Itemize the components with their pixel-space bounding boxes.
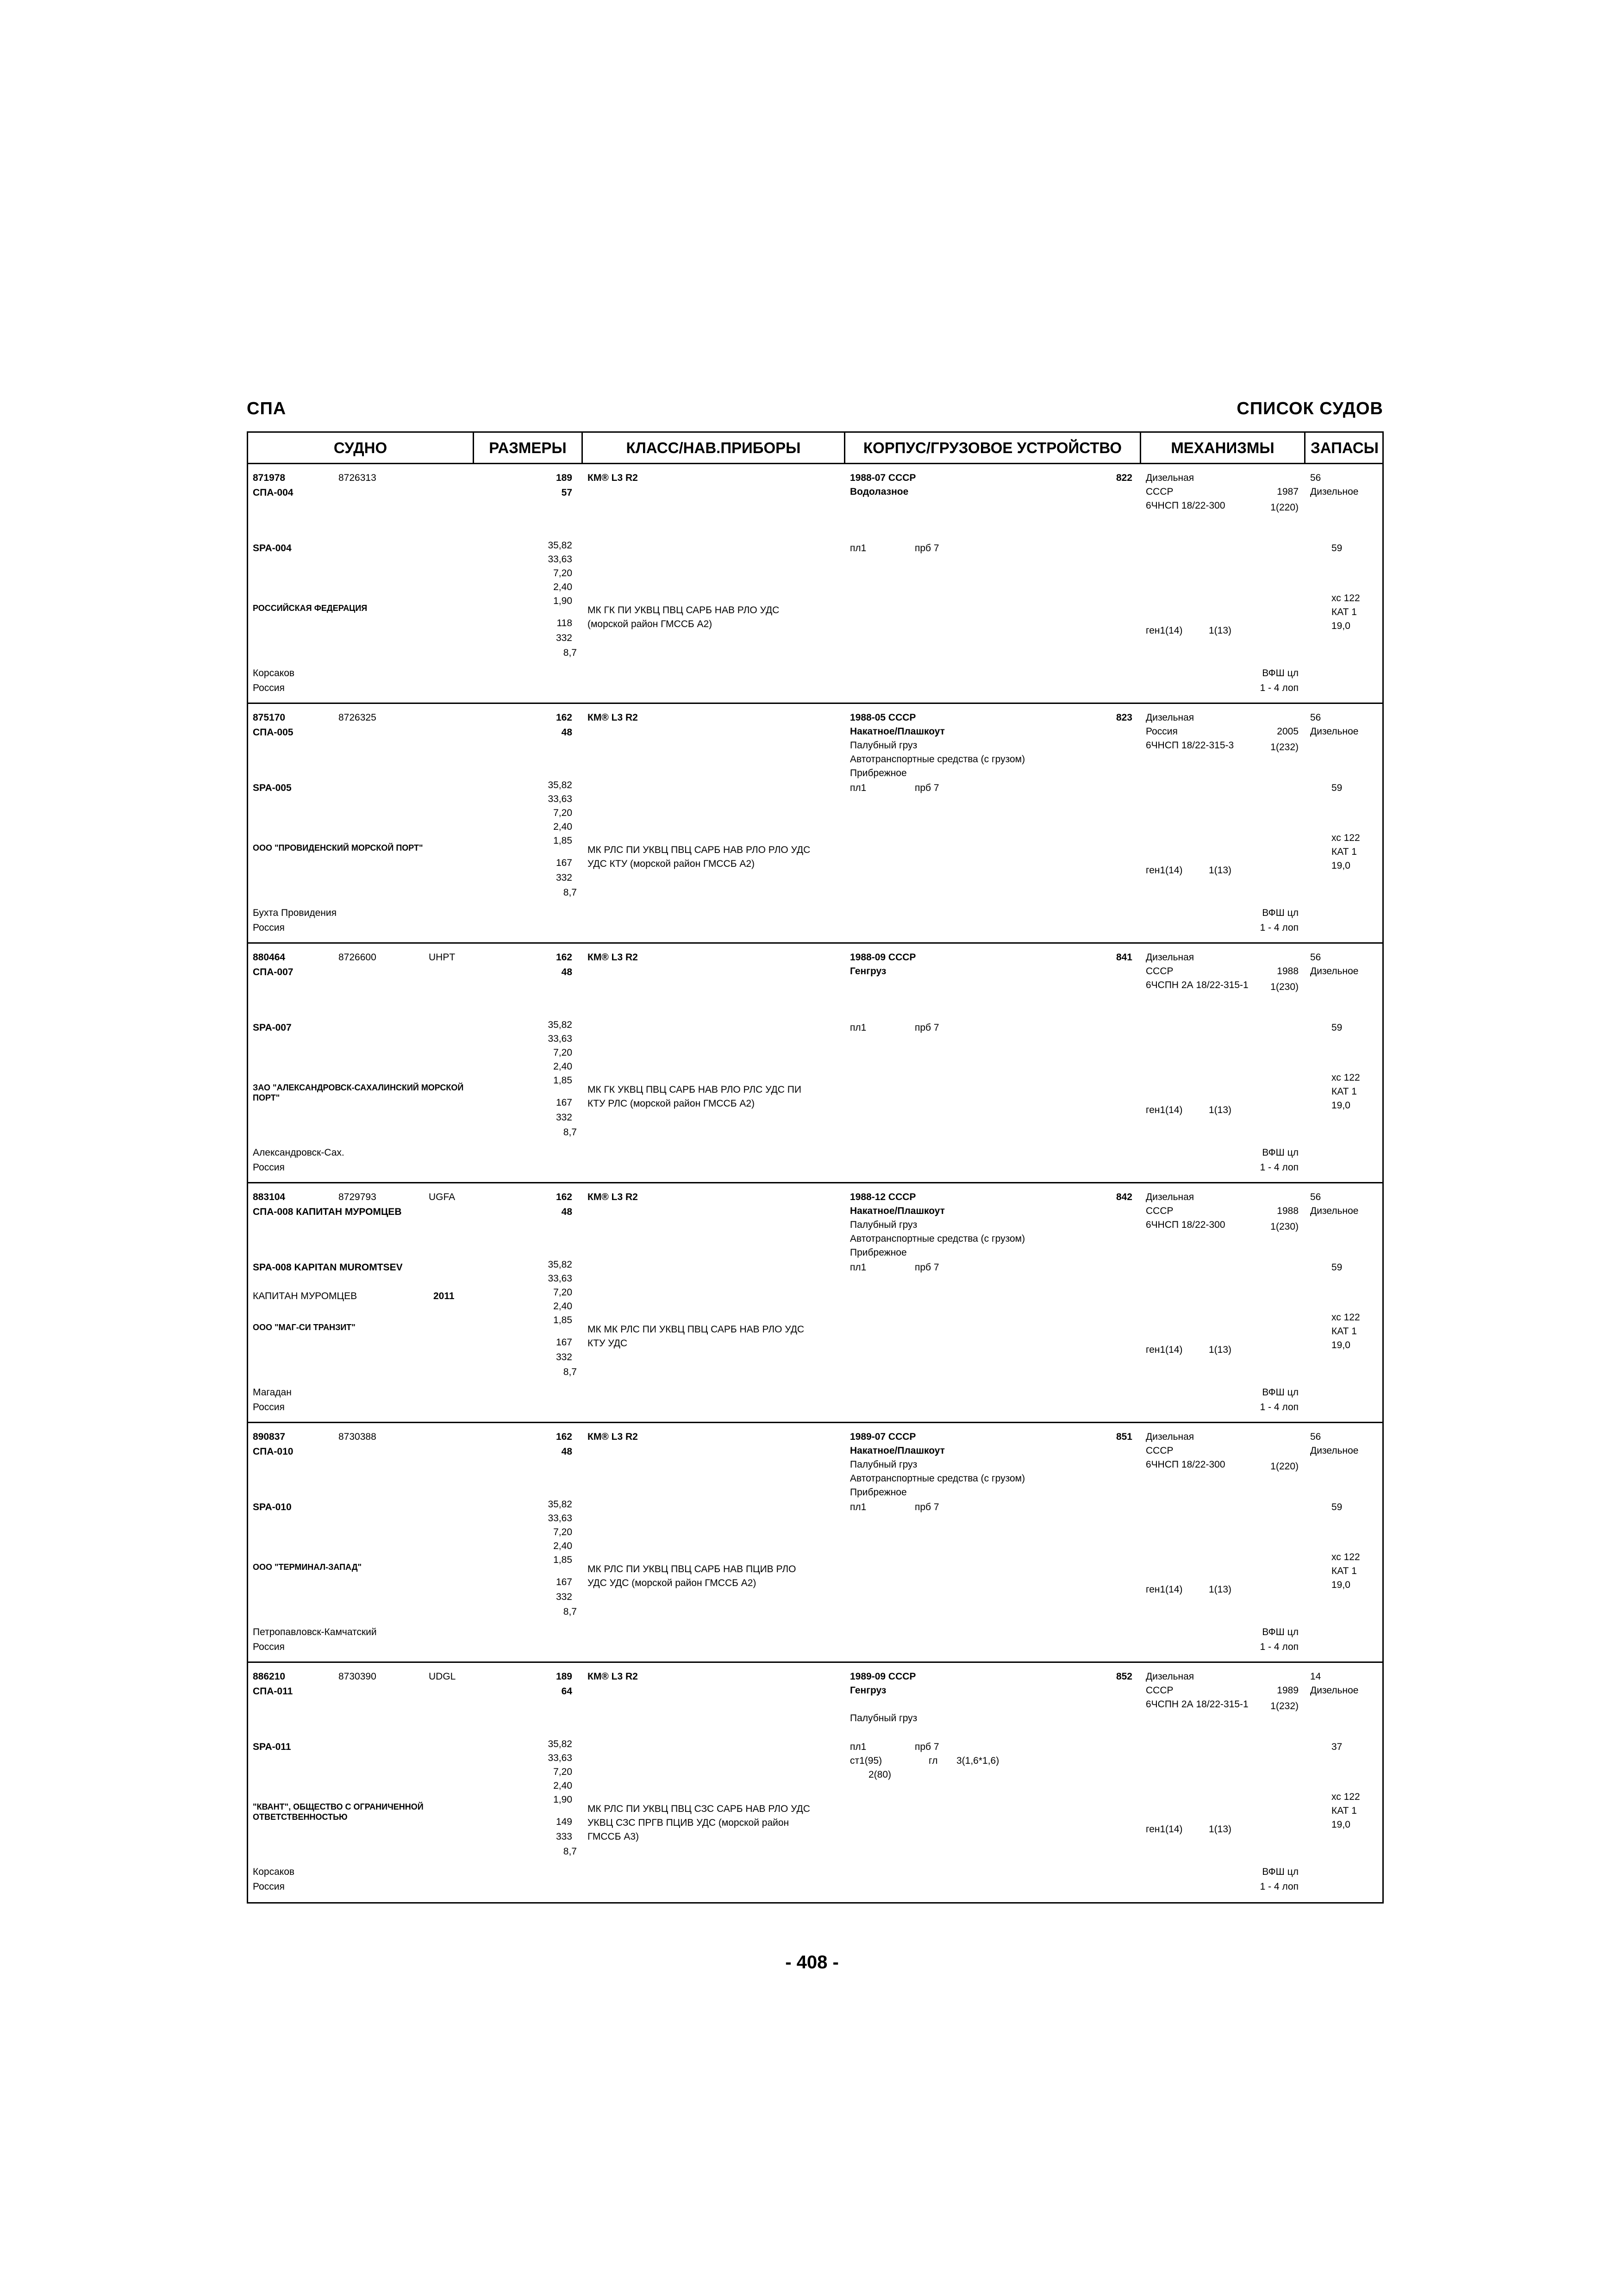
dim-value: 33,63 [548,794,572,804]
dim-value: 1,85 [553,835,572,846]
dim-value: 7,20 [553,808,572,818]
dim-value: 35,82 [548,1739,572,1749]
nav-equipment: МК РЛС ПИ УКВЦ ПВЦ САРБ НАВ РЛО РЛО УДС [587,845,811,855]
class-notation: КМ® L3 R2 [587,952,638,963]
hull-detail: Палубный груз [850,1220,918,1230]
col-stores: ЗАПАСЫ [1311,439,1379,456]
dim-nt: 64 [561,1686,572,1697]
store-value: хс 122 [1331,1072,1360,1083]
propeller: ВФШ цл [1262,1387,1299,1398]
store-value: 56 [1310,952,1321,963]
dim-gt: 162 [556,712,572,723]
store-value: хс 122 [1331,833,1360,843]
col-hull: КОРПУС/ГРУЗОВОЕ УСТРОЙСТВО [863,439,1122,456]
dim-value: 33,63 [548,1033,572,1044]
engine-power: 1(232) [1270,1701,1299,1711]
dim-value: 2,40 [553,582,572,592]
generator: ген1(14) [1146,1584,1183,1595]
call-sign: UGFA [429,1192,456,1202]
generator: ген1(14) [1146,625,1183,636]
generator-2: 1(13) [1209,625,1232,636]
project-number: 851 [1116,1431,1132,1442]
store-value: 59 [1331,1262,1343,1273]
fuel-type: Дизельное [1310,1206,1359,1216]
build-date: 1988-07 СССР [850,473,916,483]
deck-count: пл1 [850,1742,867,1752]
store-category: КАТ 1 [1331,1566,1357,1576]
hull-detail: Палубный груз [850,1459,918,1470]
hull-type: Водолазное [850,486,909,497]
propeller-blades: 1 - 4 лоп [1260,922,1299,933]
dim-dwt: 167 [556,1337,572,1348]
call-sign: UDGL [429,1671,456,1682]
nav-equipment: МК РЛС ПИ УКВЦ ПВЦ САРБ НАВ ПЦИВ РЛО [587,1564,796,1574]
dim-gt: 162 [556,1192,572,1202]
hull-type: Генгруз [850,1685,887,1696]
generator-2: 1(13) [1209,1584,1232,1595]
dim-dwt: 149 [556,1817,572,1827]
nav-equipment: МК МК РЛС ПИ УКВЦ ПВЦ САРБ НАВ РЛО УДС [587,1324,805,1335]
hull-detail: Палубный груз [850,1713,918,1724]
country: Россия [253,922,285,933]
engine-type: Дизельная [1146,1192,1194,1202]
engine-model: 6ЧНСП 18/22-300 [1146,1220,1225,1230]
dim-nt: 48 [561,967,572,977]
engine-year: 2005 [1277,726,1299,737]
project-number: 842 [1116,1192,1132,1202]
dim-value: 1,90 [553,1794,572,1805]
dim-nt: 48 [561,1446,572,1457]
country: Россия [253,683,285,693]
deck-count: пл1 [850,783,867,793]
bulkheads: прб 7 [915,543,939,554]
project-number: 823 [1116,712,1132,723]
store-value: 56 [1310,473,1321,483]
engine-model: 6ЧНСП 18/22-315-3 [1146,740,1234,751]
ship-record [248,464,1382,704]
bulkheads: прб 7 [915,1502,939,1512]
dim-speed: 8,7 [563,1127,577,1138]
owner: РОССИЙСКАЯ ФЕДЕРАЦИЯ [253,604,368,613]
dim-teu: 332 [556,1352,572,1363]
engine-power: 1(220) [1270,502,1299,513]
engine-model: 6ЧСПН 2А 18/22-315-1 [1146,1699,1249,1710]
class-notation: КМ® L3 R2 [587,473,638,483]
ship-table [247,431,1384,1904]
dim-nt: 48 [561,727,572,738]
engine-country: Россия [1146,726,1178,737]
dim-nt: 57 [561,487,572,498]
store-value: хс 122 [1331,1312,1360,1323]
fuel-type: Дизельное [1310,1685,1359,1696]
store-value: 19,0 [1331,1819,1350,1830]
dim-gt: 189 [556,473,572,483]
page-number: - 408 - [785,1952,839,1972]
nav-equipment: МК РЛС ПИ УКВЦ ПВЦ СЗС САРБ НАВ РЛО УДС [587,1804,810,1814]
dim-value: 33,63 [548,1273,572,1284]
imo-number: 8730390 [338,1671,376,1682]
owner: ЗАО "АЛЕКСАНДРОВСК-САХАЛИНСКИЙ МОРСКОЙ ПОРТ" [253,1083,464,1102]
store-value: 19,0 [1331,1340,1350,1350]
propeller: ВФШ цл [1262,908,1299,918]
store-value: 37 [1331,1742,1343,1752]
propeller-blades: 1 - 4 лоп [1260,1642,1299,1652]
store-value: 19,0 [1331,621,1350,631]
propeller: ВФШ цл [1262,668,1299,678]
nav-equipment: УДС КТУ (морской район ГМССБ А2) [587,859,755,869]
generator: ген1(14) [1146,1824,1183,1835]
hull-detail: Палубный груз [850,740,918,751]
engine-country: СССР [1146,1445,1174,1456]
dim-teu: 333 [556,1831,572,1842]
country: Россия [253,1881,285,1892]
imo-number: 8730388 [338,1431,376,1442]
nav-equipment: МК ГК ПИ УКВЦ ПВЦ САРБ НАВ РЛО УДС [587,605,780,616]
owner: ООО "МАГ-СИ ТРАНЗИТ" [253,1323,356,1332]
engine-year: 1987 [1277,486,1299,497]
generator: ген1(14) [1146,865,1183,876]
generator-2: 1(13) [1209,865,1232,876]
reg-number: 890837 [253,1431,286,1442]
former-name: КАПИТАН МУРОМЦЕВ [253,1291,357,1301]
generator: ген1(14) [1146,1344,1183,1355]
engine-country: СССР [1146,1685,1174,1696]
class-notation: КМ® L3 R2 [587,1192,638,1202]
dim-gt: 162 [556,1431,572,1442]
build-date: 1989-07 СССР [850,1431,916,1442]
dim-value: 33,63 [548,1513,572,1524]
store-value: 59 [1331,543,1343,554]
ship-record [248,944,1382,1183]
dim-value: 2,40 [553,821,572,832]
store-value: 59 [1331,1502,1343,1512]
ship-name-latin: SPA-010 [253,1502,292,1512]
hull-detail: Автотранспортные средства (с грузом) [850,1473,1025,1484]
nav-equipment: ГМССБ А3) [587,1831,639,1842]
engine-type: Дизельная [1146,473,1194,483]
dim-value: 2,40 [553,1061,572,1072]
imo-number: 8726600 [338,952,376,963]
dim-value: 1,85 [553,1555,572,1565]
reg-number: 880464 [253,952,286,963]
store-category: КАТ 1 [1331,607,1357,617]
store-value: 59 [1331,783,1343,793]
hatch-label: гл [929,1755,938,1766]
owner: ООО "ПРОВИДЕНСКИЙ МОРСКОЙ ПОРТ" [253,843,423,852]
port: Бухта Провидения [253,908,337,918]
store-category: КАТ 1 [1331,846,1357,857]
store-value: 56 [1310,1431,1321,1442]
port: Магадан [253,1387,292,1398]
fuel-type: Дизельное [1310,486,1359,497]
store-value: 59 [1331,1022,1343,1033]
bulkheads: прб 7 [915,1022,939,1033]
engine-type: Дизельная [1146,712,1194,723]
ship-name: СПА-011 [253,1686,293,1697]
dim-value: 35,82 [548,1499,572,1510]
store-category: КАТ 1 [1331,1326,1357,1337]
ship-name: СПА-005 [253,727,294,738]
dim-value: 7,20 [553,1767,572,1777]
reg-number: 875170 [253,712,286,723]
dim-value: 1,90 [553,596,572,606]
project-number: 852 [1116,1671,1132,1682]
dim-dwt: 167 [556,858,572,868]
dim-value: 2,40 [553,1301,572,1312]
bulkheads: прб 7 [915,1262,939,1273]
crane-info: ст1(95) [850,1755,882,1766]
dim-value: 1,85 [553,1075,572,1086]
dim-dwt: 167 [556,1577,572,1587]
hull-type: Генгруз [850,966,887,977]
dim-dwt: 167 [556,1097,572,1108]
build-date: 1988-09 СССР [850,952,916,963]
dim-teu: 332 [556,1112,572,1123]
imo-number: 8726325 [338,712,376,723]
dim-speed: 8,7 [563,1606,577,1617]
col-ship: СУДНО [333,439,387,456]
ship-name: СПА-007 [253,967,294,977]
propeller-blades: 1 - 4 лоп [1260,1162,1299,1173]
col-class: КЛАСС/НАВ.ПРИБОРЫ [626,439,801,456]
dim-value: 33,63 [548,554,572,565]
deck-count: пл1 [850,543,867,554]
engine-country: СССР [1146,966,1174,977]
engine-country: СССР [1146,486,1174,497]
dim-value: 35,82 [548,1259,572,1270]
class-notation: КМ® L3 R2 [587,1671,638,1682]
class-notation: КМ® L3 R2 [587,1431,638,1442]
dim-teu: 332 [556,1592,572,1602]
ship-name-latin: SPA-008 KAPITAN MUROMTSEV [253,1262,403,1273]
port: Петропавловск-Камчатский [253,1627,377,1637]
dim-value: 35,82 [548,540,572,551]
hull-detail: Прибрежное [850,1487,907,1498]
country: Россия [253,1162,285,1173]
engine-power: 1(230) [1270,982,1299,992]
engine-year: 1988 [1277,966,1299,977]
nav-equipment: УДС УДС (морской район ГМССБ А2) [587,1578,756,1588]
ship-name-latin: SPA-004 [253,543,292,554]
owner: ООО "ТЕРМИНАЛ-ЗАПАД" [253,1562,362,1572]
nav-equipment: КТУ РЛС (морской район ГМССБ А2) [587,1098,755,1109]
engine-type: Дизельная [1146,1671,1194,1682]
store-category: КАТ 1 [1331,1086,1357,1097]
nav-equipment: (морской район ГМССБ А2) [587,619,712,629]
engine-power: 1(232) [1270,742,1299,753]
ship-record [248,1423,1382,1663]
deck-count: пл1 [850,1022,867,1033]
hatch-size: 3(1,6*1,6) [956,1755,999,1766]
propeller-blades: 1 - 4 лоп [1260,683,1299,693]
store-value: 14 [1310,1671,1321,1682]
engine-model: 6ЧСПН 2А 18/22-315-1 [1146,980,1249,990]
imo-number: 8729793 [338,1192,376,1202]
ship-name: СПА-004 [253,487,294,498]
engine-power: 1(220) [1270,1461,1299,1472]
dim-value: 7,20 [553,1527,572,1537]
dim-value: 35,82 [548,1020,572,1030]
deck-count: пл1 [850,1502,867,1512]
propeller: ВФШ цл [1262,1147,1299,1158]
col-machinery: МЕХАНИЗМЫ [1171,439,1274,456]
crane-info-2: 2(80) [868,1769,892,1780]
dim-teu: 332 [556,633,572,643]
bulkheads: прб 7 [915,783,939,793]
propeller-blades: 1 - 4 лоп [1260,1881,1299,1892]
dim-nt: 48 [561,1207,572,1217]
engine-year: 1988 [1277,1206,1299,1216]
dim-dwt: 118 [556,618,572,628]
store-value: 19,0 [1331,1100,1350,1111]
dim-speed: 8,7 [563,1367,577,1377]
dim-speed: 8,7 [563,887,577,898]
ship-name: СПА-008 КАПИТАН МУРОМЦЕВ [253,1207,402,1217]
build-date: 1988-05 СССР [850,712,916,723]
ship-record [248,704,1382,944]
engine-country: СССР [1146,1206,1174,1216]
table-header [248,433,1382,464]
nav-equipment: УКВЦ СЗС ПРГВ ПЦИВ УДС (морской район [587,1817,789,1828]
dim-value: 7,20 [553,568,572,579]
page-header-left: СПА [247,399,287,418]
fuel-type: Дизельное [1310,726,1359,737]
hull-detail: Прибрежное [850,768,907,778]
hull-detail: Автотранспортные средства (с грузом) [850,1233,1025,1244]
bulkheads: прб 7 [915,1742,939,1752]
dim-value: 2,40 [553,1780,572,1791]
generator-2: 1(13) [1209,1824,1232,1835]
store-value: хс 122 [1331,1552,1360,1562]
reg-number: 871978 [253,473,286,483]
ship-record [248,1183,1382,1423]
dim-value: 7,20 [553,1047,572,1058]
store-value: 56 [1310,1192,1321,1202]
project-number: 822 [1116,473,1132,483]
propeller-blades: 1 - 4 лоп [1260,1402,1299,1412]
ship-name-latin: SPA-005 [253,783,292,793]
build-date: 1988-12 СССР [850,1192,916,1202]
owner: "КВАНТ", ОБЩЕСТВО С ОГРАНИЧЕННОЙ ОТВЕТСТВЕННОСТЬЮ [253,1802,424,1822]
reg-number: 886210 [253,1671,286,1682]
engine-type: Дизельная [1146,1431,1194,1442]
hull-type: Накатное/Плашкоут [850,1445,945,1456]
generator-2: 1(13) [1209,1344,1232,1355]
hull-detail: Автотранспортные средства (с грузом) [850,754,1025,765]
dim-value: 2,40 [553,1541,572,1551]
engine-model: 6ЧНСП 18/22-300 [1146,500,1225,511]
ship-name: СПА-010 [253,1446,294,1457]
store-value: 19,0 [1331,860,1350,871]
reg-number: 883104 [253,1192,286,1202]
hull-detail: Прибрежное [850,1247,907,1258]
hull-type: Накатное/Плашкоут [850,726,945,737]
engine-type: Дизельная [1146,952,1194,963]
nav-equipment: МК ГК УКВЦ ПВЦ САРБ НАВ РЛО РЛС УДС ПИ [587,1084,801,1095]
store-category: КАТ 1 [1331,1805,1357,1816]
page-header-right: СПИСОК СУДОВ [1237,399,1383,418]
propeller: ВФШ цл [1262,1627,1299,1637]
col-dimensions: РАЗМЕРЫ [489,439,567,456]
hull-type: Накатное/Плашкоут [850,1206,945,1216]
class-notation: КМ® L3 R2 [587,712,638,723]
ship-name-latin: SPA-011 [253,1742,291,1752]
propeller: ВФШ цл [1262,1867,1299,1877]
fuel-type: Дизельное [1310,966,1359,977]
dim-teu: 332 [556,872,572,883]
ship-name-latin: SPA-007 [253,1022,292,1033]
imo-number: 8726313 [338,473,376,483]
dim-value: 33,63 [548,1753,572,1763]
dim-speed: 8,7 [563,1846,577,1857]
store-value: 19,0 [1331,1580,1350,1590]
nav-equipment: КТУ УДС [587,1338,628,1349]
former-name-year: 2011 [433,1291,455,1301]
engine-year: 1989 [1277,1685,1299,1696]
ship-record [248,1663,1382,1903]
dim-speed: 8,7 [563,647,577,658]
engine-power: 1(230) [1270,1221,1299,1232]
country: Россия [253,1402,285,1412]
dim-value: 7,20 [553,1287,572,1298]
generator-2: 1(13) [1209,1105,1232,1115]
dim-value: 1,85 [553,1315,572,1325]
store-value: хс 122 [1331,1792,1360,1802]
dim-gt: 162 [556,952,572,963]
engine-model: 6ЧНСП 18/22-300 [1146,1459,1225,1470]
port: Корсаков [253,668,295,678]
dim-gt: 189 [556,1671,572,1682]
store-value: хс 122 [1331,593,1360,604]
deck-count: пл1 [850,1262,867,1273]
country: Россия [253,1642,285,1652]
port: Корсаков [253,1867,295,1877]
project-number: 841 [1116,952,1132,963]
port: Александровск-Сах. [253,1147,344,1158]
build-date: 1989-09 СССР [850,1671,916,1682]
store-value: 56 [1310,712,1321,723]
call-sign: UHPT [429,952,456,963]
dim-value: 35,82 [548,780,572,790]
fuel-type: Дизельное [1310,1445,1359,1456]
generator: ген1(14) [1146,1105,1183,1115]
